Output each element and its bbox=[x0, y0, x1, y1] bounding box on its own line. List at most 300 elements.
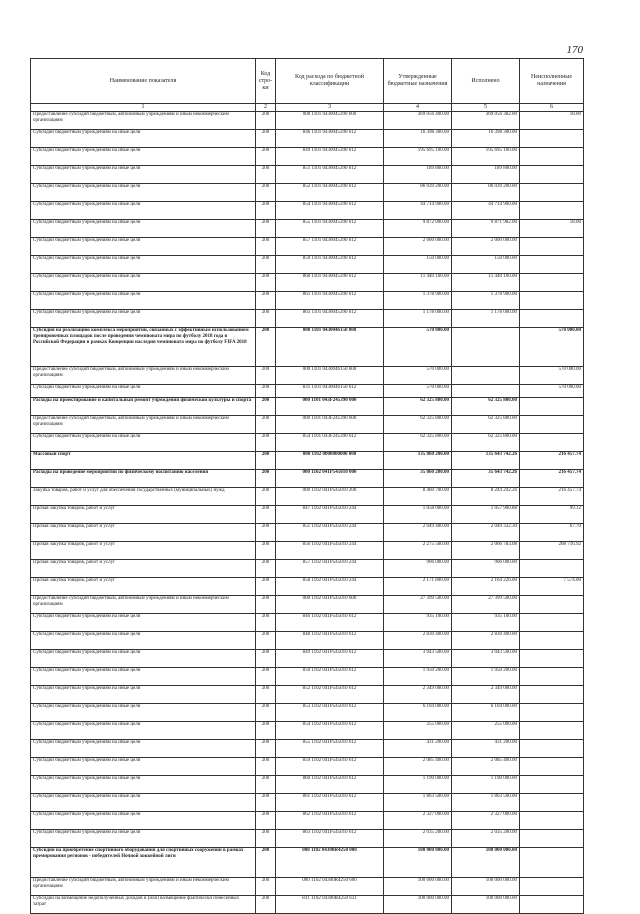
table-row bbox=[31, 220, 584, 238]
row-expense-code: 849 1101 0430045390 612 bbox=[276, 148, 384, 166]
row-approved: 255 000.00 bbox=[384, 722, 452, 740]
row-name: Субсидии бюджетным учреждениям на иные цели bbox=[31, 238, 256, 256]
row-expense-code: 853 1102 041P545010 612 bbox=[276, 704, 384, 722]
row-name: Прочая закупка товаров, работ и услуг bbox=[31, 578, 256, 596]
table-row bbox=[31, 524, 584, 542]
row-expense-code: 000 1102 04300R4250 600 bbox=[276, 878, 384, 896]
table-row bbox=[31, 184, 584, 202]
row-unexecuted bbox=[520, 740, 584, 758]
row-expense-code: 851 1102 041P545010 244 bbox=[276, 524, 384, 542]
row-executed: 11 440 100.00 bbox=[452, 274, 520, 292]
row-approved: 16 398 300.00 bbox=[384, 130, 452, 148]
row-name: Субсидии бюджетным учреждениям на иные цели bbox=[31, 776, 256, 794]
row-name: Субсидии бюджетным учреждениям на иные цели bbox=[31, 830, 256, 848]
row-line-code: 200 bbox=[256, 256, 276, 274]
row-approved: 2 327 000.00 bbox=[384, 812, 452, 830]
row-line-code: 200 bbox=[256, 560, 276, 578]
row-expense-code: 855 1101 0430045390 612 bbox=[276, 220, 384, 238]
row-line-code: 200 bbox=[256, 848, 276, 878]
row-expense-code: 854 1101 0430045390 612 bbox=[276, 202, 384, 220]
row-name: Предоставление субсидий бюджетным, автономным учреждениям и иным некоммерческим организациям bbox=[31, 416, 256, 434]
row-expense-code: 850 1102 041P545010 612 bbox=[276, 668, 384, 686]
row-executed: 195 695 100.00 bbox=[452, 148, 520, 166]
row-approved: 11 440 100.00 bbox=[384, 274, 452, 292]
row-name: Субсидии бюджетным учреждениям на иные цели bbox=[31, 184, 256, 202]
row-approved: 35 860 200.00 bbox=[384, 470, 452, 488]
row-unexecuted bbox=[520, 776, 584, 794]
row-name: Предоставление субсидий бюджетным, автономным учреждениям и иным некоммерческим организациям bbox=[31, 878, 256, 896]
row-executed: 16 398 300.00 bbox=[452, 130, 520, 148]
table-row bbox=[31, 202, 584, 220]
row-executed: 1 057 900.88 bbox=[452, 506, 520, 524]
row-name: Прочая закупка товаров, работ и услуг bbox=[31, 506, 256, 524]
row-name: Субсидии бюджетным учреждениям на иные цели bbox=[31, 310, 256, 328]
row-approved: 1 950 200.00 bbox=[384, 668, 452, 686]
row-approved: 570 000.00 bbox=[384, 367, 452, 385]
row-unexecuted bbox=[520, 686, 584, 704]
row-approved: 62 325 800.00 bbox=[384, 398, 452, 416]
row-line-code: 200 bbox=[256, 578, 276, 596]
table-row bbox=[31, 292, 584, 310]
row-approved: 2 349 000.00 bbox=[384, 686, 452, 704]
row-line-code: 200 bbox=[256, 524, 276, 542]
row-approved: 2 035 200.00 bbox=[384, 830, 452, 848]
row-name: Расходы на проведение мероприятий по физическому воспитанию населения bbox=[31, 470, 256, 488]
row-approved: 2 085 400.00 bbox=[384, 758, 452, 776]
row-approved: 100 000 000.00 bbox=[384, 878, 452, 896]
row-unexecuted bbox=[520, 596, 584, 614]
row-name: Прочая закупка товаров, работ и услуг bbox=[31, 542, 256, 560]
table-row bbox=[31, 668, 584, 686]
row-executed: 86 039 200.00 bbox=[452, 184, 520, 202]
row-executed: 1 863 500.00 bbox=[452, 794, 520, 812]
row-approved: 1 378 900.00 bbox=[384, 292, 452, 310]
row-expense-code: 848 1102 041P545010 612 bbox=[276, 632, 384, 650]
row-line-code: 200 bbox=[256, 367, 276, 385]
row-executed: 906 000.00 bbox=[452, 560, 520, 578]
row-line-code: 200 bbox=[256, 328, 276, 367]
table-row bbox=[31, 614, 584, 632]
row-expense-code: 861 1102 041P545010 612 bbox=[276, 794, 384, 812]
row-unexecuted: 216 457.74 bbox=[520, 470, 584, 488]
row-line-code: 200 bbox=[256, 896, 276, 914]
row-executed: 62 325 800.00 bbox=[452, 416, 520, 434]
table-row bbox=[31, 452, 584, 470]
row-unexecuted: 216 457.74 bbox=[520, 488, 584, 506]
row-line-code: 200 bbox=[256, 686, 276, 704]
table-row bbox=[31, 878, 584, 896]
row-unexecuted bbox=[520, 256, 584, 274]
header-approved: Утвержденные бюджетные назначения bbox=[384, 59, 452, 104]
row-unexecuted: 7 574.00 bbox=[520, 578, 584, 596]
row-line-code: 200 bbox=[256, 776, 276, 794]
row-name: Предоставление субсидий бюджетным, автономным учреждениям и иным некоммерческим организациям bbox=[31, 596, 256, 614]
header-name: Наименование показателя bbox=[31, 59, 256, 104]
row-expense-code: 000 1102 041P545010 600 bbox=[276, 596, 384, 614]
column-number: 5 bbox=[452, 104, 520, 112]
row-name: Закупка товаров, работ и услуг для обеспечения государственных (муниципальных) нужд bbox=[31, 488, 256, 506]
table-row bbox=[31, 434, 584, 452]
row-name: Субсидии бюджетным учреждениям на иные цели bbox=[31, 758, 256, 776]
table-row bbox=[31, 398, 584, 416]
row-name: Субсидии бюджетным учреждениям на иные цели bbox=[31, 722, 256, 740]
row-approved: 27 399 500.00 bbox=[384, 596, 452, 614]
row-unexecuted bbox=[520, 416, 584, 434]
table-row bbox=[31, 238, 584, 256]
row-line-code: 200 bbox=[256, 722, 276, 740]
row-name: Субсидии бюджетным учреждениям на иные цели bbox=[31, 148, 256, 166]
row-expense-code: 852 1101 0430045390 612 bbox=[276, 184, 384, 202]
row-unexecuted: 208 716.92 bbox=[520, 542, 584, 560]
row-executed: 100 000 000.00 bbox=[452, 848, 520, 878]
row-name: Массовый спорт bbox=[31, 452, 256, 470]
row-line-code: 200 bbox=[256, 434, 276, 452]
row-name: Субсидии бюджетным учреждениям на иные цели bbox=[31, 632, 256, 650]
table-row bbox=[31, 722, 584, 740]
table-row bbox=[31, 830, 584, 848]
row-approved: 86 039 200.00 bbox=[384, 184, 452, 202]
row-expense-code: 863 1102 041P545010 612 bbox=[276, 830, 384, 848]
row-line-code: 200 bbox=[256, 830, 276, 848]
row-approved: 3 043 500.00 bbox=[384, 650, 452, 668]
row-name: Субсидии бюджетным учреждениям на иные цели bbox=[31, 166, 256, 184]
row-executed: 2 327 000.00 bbox=[452, 812, 520, 830]
row-expense-code: 860 1102 041P545010 612 bbox=[276, 776, 384, 794]
row-line-code: 200 bbox=[256, 506, 276, 524]
row-executed: 62 325 800.00 bbox=[452, 398, 520, 416]
table-row bbox=[31, 385, 584, 398]
row-unexecuted bbox=[520, 722, 584, 740]
header-executed: Исполнено bbox=[452, 59, 520, 104]
table-row bbox=[31, 112, 584, 130]
table-row bbox=[31, 848, 584, 878]
table-row bbox=[31, 650, 584, 668]
row-executed: 62 325 800.00 bbox=[452, 434, 520, 452]
table-header-row bbox=[31, 59, 584, 104]
row-approved: 62 325 800.00 bbox=[384, 416, 452, 434]
row-line-code: 200 bbox=[256, 274, 276, 292]
row-line-code: 200 bbox=[256, 385, 276, 398]
row-name: Субсидии бюджетным учреждениям на иные цели bbox=[31, 650, 256, 668]
row-name: Субсидии бюджетным учреждениям на иные цели bbox=[31, 794, 256, 812]
row-executed: 255 000.00 bbox=[452, 722, 520, 740]
table-row bbox=[31, 542, 584, 560]
table-row bbox=[31, 740, 584, 758]
row-executed: 2 164 226.00 bbox=[452, 578, 520, 596]
row-unexecuted bbox=[520, 668, 584, 686]
row-name: Субсидии бюджетным учреждениям на иные цели bbox=[31, 220, 256, 238]
row-approved: 2 000 000.00 bbox=[384, 238, 452, 256]
row-approved: 570 000.00 bbox=[384, 385, 452, 398]
row-name: Субсидии бюджетным учреждениям на иные цели bbox=[31, 256, 256, 274]
row-line-code: 200 bbox=[256, 812, 276, 830]
row-unexecuted bbox=[520, 848, 584, 878]
row-line-code: 200 bbox=[256, 704, 276, 722]
row-name: Прочая закупка товаров, работ и услуг bbox=[31, 560, 256, 578]
row-expense-code: 859 1102 041P545010 612 bbox=[276, 758, 384, 776]
row-name: Субсидии бюджетным учреждениям на иные цели bbox=[31, 292, 256, 310]
row-executed: 935 100.00 bbox=[452, 614, 520, 632]
row-line-code: 200 bbox=[256, 740, 276, 758]
row-expense-code: 000 1102 04300R4250 000 bbox=[276, 848, 384, 878]
row-line-code: 200 bbox=[256, 452, 276, 470]
table-row bbox=[31, 328, 584, 367]
row-approved: 570 000.00 bbox=[384, 328, 452, 367]
table-row bbox=[31, 310, 584, 328]
row-expense-code: 857 1101 0430045390 612 bbox=[276, 238, 384, 256]
row-name: Субсидии бюджетным учреждениям на иные цели bbox=[31, 704, 256, 722]
row-expense-code: 831 1102 04300R4250 631 bbox=[276, 896, 384, 914]
row-expense-code: 861 1101 0430045390 612 bbox=[276, 292, 384, 310]
row-name: Субсидия на реализацию комплекса мероприятий, связанных с эффективным использованием тренировочных площадок после проведения чемпионата мира по футболу 2018 года в Российской Федерации в рамках Концепции наследия чемпионата мира по футболу FIFA 2018 bbox=[31, 328, 256, 367]
row-expense-code: 862 1102 041P545010 612 bbox=[276, 812, 384, 830]
row-executed: 1 178 000.00 bbox=[452, 310, 520, 328]
column-number: 3 bbox=[276, 104, 384, 112]
row-line-code: 200 bbox=[256, 758, 276, 776]
row-unexecuted bbox=[520, 274, 584, 292]
row-unexecuted: 99.12 bbox=[520, 506, 584, 524]
table-row bbox=[31, 367, 584, 385]
row-approved: 8 460 700.00 bbox=[384, 488, 452, 506]
table-row bbox=[31, 758, 584, 776]
table-row bbox=[31, 632, 584, 650]
row-line-code: 200 bbox=[256, 542, 276, 560]
row-executed: 100 000 000.00 bbox=[452, 896, 520, 914]
row-unexecuted: 570 000.00 bbox=[520, 385, 584, 398]
row-name: Предоставление субсидий бюджетным, автономным учреждениям и иным некоммерческим организациям bbox=[31, 112, 256, 130]
table-row bbox=[31, 130, 584, 148]
header-line-code: Код стро-ки bbox=[256, 59, 276, 104]
row-approved: 100 000 000.00 bbox=[384, 896, 452, 914]
row-executed: 3 043 500.00 bbox=[452, 650, 520, 668]
row-executed: 2 049 332.30 bbox=[452, 524, 520, 542]
row-executed bbox=[452, 385, 520, 398]
row-line-code: 200 bbox=[256, 148, 276, 166]
table-row bbox=[31, 470, 584, 488]
row-unexecuted bbox=[520, 758, 584, 776]
row-unexecuted bbox=[520, 878, 584, 896]
row-expense-code: 846 1101 0430045390 612 bbox=[276, 130, 384, 148]
row-approved: 2 275 500.00 bbox=[384, 542, 452, 560]
row-expense-code: 000 1101 043F245390 600 bbox=[276, 416, 384, 434]
row-approved: 2 830 400.00 bbox=[384, 632, 452, 650]
table-row bbox=[31, 578, 584, 596]
table-row bbox=[31, 416, 584, 434]
row-executed: 27 399 500.00 bbox=[452, 596, 520, 614]
row-name: Субсидии бюджетным учреждениям на иные цели bbox=[31, 274, 256, 292]
table-row bbox=[31, 812, 584, 830]
column-number-row bbox=[31, 104, 584, 112]
row-executed bbox=[452, 367, 520, 385]
row-expense-code: 859 1101 0430045390 612 bbox=[276, 256, 384, 274]
row-executed: 8 244 242.26 bbox=[452, 488, 520, 506]
table-row bbox=[31, 256, 584, 274]
row-name: Субсидии бюджетным учреждениям на иные цели bbox=[31, 668, 256, 686]
row-approved: 62 325 800.00 bbox=[384, 434, 452, 452]
row-expense-code: 857 1102 041P545010 244 bbox=[276, 560, 384, 578]
row-unexecuted: 18.00 bbox=[520, 112, 584, 130]
budget-execution-table bbox=[30, 58, 584, 914]
row-approved: 6 104 000.00 bbox=[384, 704, 452, 722]
row-executed: 2 000 000.00 bbox=[452, 238, 520, 256]
table-row bbox=[31, 560, 584, 578]
row-name: Субсидии бюджетным учреждениям на иные цели bbox=[31, 812, 256, 830]
row-approved: 195 695 100.00 bbox=[384, 148, 452, 166]
row-approved: 1 178 000.00 bbox=[384, 310, 452, 328]
row-name: Субсидия на приобретение спортивного оборудования для спортивных сооружений в рамках премирования регионов - победителей Ночной хоккейной лиги bbox=[31, 848, 256, 878]
row-unexecuted bbox=[520, 310, 584, 328]
row-unexecuted bbox=[520, 560, 584, 578]
row-executed: 431 200.00 bbox=[452, 740, 520, 758]
row-name: Субсидии бюджетным учреждениям на иные цели bbox=[31, 385, 256, 398]
row-line-code: 200 bbox=[256, 614, 276, 632]
row-approved: 1 058 000.00 bbox=[384, 506, 452, 524]
row-approved: 935 100.00 bbox=[384, 614, 452, 632]
row-unexecuted bbox=[520, 812, 584, 830]
row-approved: 431 200.00 bbox=[384, 740, 452, 758]
row-approved: 150 000.00 bbox=[384, 256, 452, 274]
row-expense-code: 000 1101 0430045390 600 bbox=[276, 112, 384, 130]
table-row bbox=[31, 686, 584, 704]
row-line-code: 200 bbox=[256, 794, 276, 812]
row-line-code: 200 bbox=[256, 112, 276, 130]
row-unexecuted bbox=[520, 614, 584, 632]
table-row bbox=[31, 488, 584, 506]
table-row bbox=[31, 166, 584, 184]
row-executed: 35 643 742.26 bbox=[452, 470, 520, 488]
row-approved: 100 000 000.00 bbox=[384, 848, 452, 878]
row-name: Субсидии бюджетным учреждениям на иные цели bbox=[31, 130, 256, 148]
row-unexecuted bbox=[520, 148, 584, 166]
row-approved: 1 190 000.00 bbox=[384, 776, 452, 794]
column-number: 6 bbox=[520, 104, 584, 112]
row-unexecuted: 570 000.00 bbox=[520, 367, 584, 385]
row-executed: 1 378 900.00 bbox=[452, 292, 520, 310]
row-approved: 1 863 500.00 bbox=[384, 794, 452, 812]
page-number: 170 bbox=[566, 44, 583, 56]
row-approved: 189 800.00 bbox=[384, 166, 452, 184]
row-line-code: 200 bbox=[256, 292, 276, 310]
row-executed: 189 800.00 bbox=[452, 166, 520, 184]
table-row bbox=[31, 596, 584, 614]
row-name: Субсидии бюджетным учреждениям на иные цели bbox=[31, 202, 256, 220]
row-expense-code: 858 1102 041P545010 244 bbox=[276, 578, 384, 596]
row-line-code: 200 bbox=[256, 470, 276, 488]
row-expense-code: 846 1102 041P545010 612 bbox=[276, 614, 384, 632]
row-expense-code: 847 1102 041P545010 244 bbox=[276, 506, 384, 524]
row-executed: 100 000 000.00 bbox=[452, 878, 520, 896]
row-expense-code: 855 1102 041P545010 612 bbox=[276, 740, 384, 758]
row-unexecuted bbox=[520, 292, 584, 310]
row-expense-code: 000 1101 043F245390 000 bbox=[276, 398, 384, 416]
row-executed: 2 830 400.00 bbox=[452, 632, 520, 650]
row-unexecuted bbox=[520, 202, 584, 220]
row-unexecuted bbox=[520, 238, 584, 256]
table-row bbox=[31, 274, 584, 292]
table-row bbox=[31, 794, 584, 812]
row-approved: 135 860 200.00 bbox=[384, 452, 452, 470]
row-name: Предоставление субсидий бюджетным, автономным учреждениям и иным некоммерческим организациям bbox=[31, 367, 256, 385]
row-executed: 2 349 000.00 bbox=[452, 686, 520, 704]
row-approved: 369 056 400.00 bbox=[384, 112, 452, 130]
row-approved: 906 000.00 bbox=[384, 560, 452, 578]
row-executed: 2 035 200.00 bbox=[452, 830, 520, 848]
row-line-code: 200 bbox=[256, 878, 276, 896]
column-number: 4 bbox=[384, 104, 452, 112]
column-number: 1 bbox=[31, 104, 256, 112]
row-approved: 2 171 800.00 bbox=[384, 578, 452, 596]
row-line-code: 200 bbox=[256, 488, 276, 506]
row-line-code: 200 bbox=[256, 632, 276, 650]
row-expense-code: 000 1102 041P545010 000 bbox=[276, 470, 384, 488]
row-unexecuted bbox=[520, 184, 584, 202]
row-expense-code: 856 1102 041P545010 244 bbox=[276, 542, 384, 560]
row-executed: 1 950 200.00 bbox=[452, 668, 520, 686]
row-unexecuted: 570 000.00 bbox=[520, 328, 584, 367]
row-expense-code: 849 1102 041P545010 612 bbox=[276, 650, 384, 668]
table-row bbox=[31, 704, 584, 722]
row-executed: 2 085 400.00 bbox=[452, 758, 520, 776]
row-expense-code: 860 1101 0430045390 612 bbox=[276, 274, 384, 292]
row-name: Субсидии бюджетным учреждениям на иные цели bbox=[31, 614, 256, 632]
row-approved: 44 714 900.00 bbox=[384, 202, 452, 220]
row-name: Субсидии бюджетным учреждениям на иные цели bbox=[31, 740, 256, 758]
row-unexecuted: 216 457.74 bbox=[520, 452, 584, 470]
row-approved: 2 049 400.00 bbox=[384, 524, 452, 542]
row-expense-code: 851 1101 0430045390 612 bbox=[276, 166, 384, 184]
row-executed: 9 871 982.00 bbox=[452, 220, 520, 238]
row-executed: 1 190 000.00 bbox=[452, 776, 520, 794]
row-line-code: 200 bbox=[256, 398, 276, 416]
row-unexecuted: 67.70 bbox=[520, 524, 584, 542]
row-line-code: 200 bbox=[256, 238, 276, 256]
row-unexecuted bbox=[520, 166, 584, 184]
row-line-code: 200 bbox=[256, 416, 276, 434]
row-name: Субсидии бюджетным учреждениям на иные цели bbox=[31, 434, 256, 452]
row-unexecuted bbox=[520, 704, 584, 722]
row-line-code: 200 bbox=[256, 184, 276, 202]
row-unexecuted: 18.00 bbox=[520, 220, 584, 238]
row-unexecuted bbox=[520, 434, 584, 452]
row-line-code: 200 bbox=[256, 650, 276, 668]
column-number: 2 bbox=[256, 104, 276, 112]
row-expense-code: 831 1101 0430046150 612 bbox=[276, 385, 384, 398]
row-line-code: 200 bbox=[256, 166, 276, 184]
row-expense-code: 854 1102 041P545010 612 bbox=[276, 722, 384, 740]
table-row bbox=[31, 506, 584, 524]
row-executed: 6 104 000.00 bbox=[452, 704, 520, 722]
row-line-code: 200 bbox=[256, 596, 276, 614]
row-executed: 2 066 783.08 bbox=[452, 542, 520, 560]
row-unexecuted bbox=[520, 650, 584, 668]
row-line-code: 200 bbox=[256, 202, 276, 220]
row-expense-code: 000 1102 0000000000 000 bbox=[276, 452, 384, 470]
row-unexecuted bbox=[520, 632, 584, 650]
row-unexecuted bbox=[520, 830, 584, 848]
row-name: Субсидии бюджетным учреждениям на иные цели bbox=[31, 686, 256, 704]
row-executed: 150 000.00 bbox=[452, 256, 520, 274]
row-executed: 135 643 742.26 bbox=[452, 452, 520, 470]
row-line-code: 200 bbox=[256, 220, 276, 238]
row-expense-code: 000 1101 0430046150 600 bbox=[276, 367, 384, 385]
row-expense-code: 852 1102 041P545010 612 bbox=[276, 686, 384, 704]
row-name: Прочая закупка товаров, работ и услуг bbox=[31, 524, 256, 542]
row-line-code: 200 bbox=[256, 668, 276, 686]
row-executed: 369 056 382.00 bbox=[452, 112, 520, 130]
row-approved: 9 872 000.00 bbox=[384, 220, 452, 238]
row-expense-code: 863 1101 0430045390 612 bbox=[276, 310, 384, 328]
table-row bbox=[31, 776, 584, 794]
